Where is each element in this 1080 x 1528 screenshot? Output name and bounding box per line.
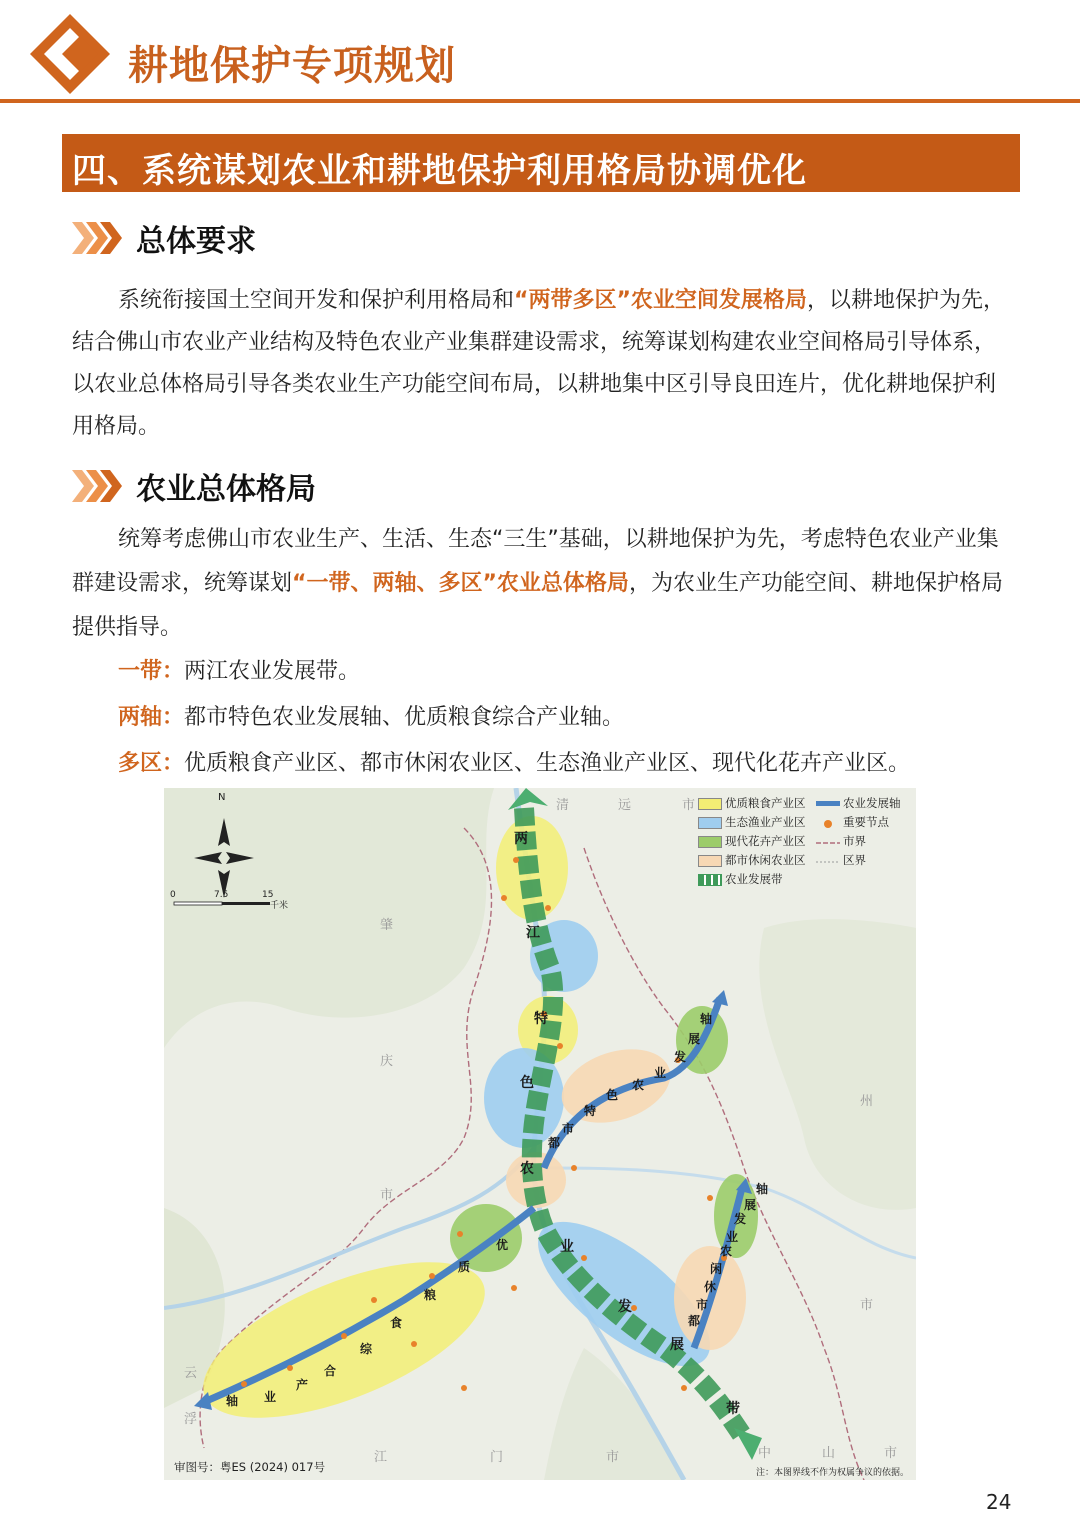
legend-item-belt bbox=[698, 870, 783, 889]
legend-item-district-border bbox=[816, 851, 866, 870]
axis-char: 农 bbox=[632, 1078, 645, 1092]
list-item bbox=[118, 746, 910, 782]
node-swatch bbox=[816, 817, 840, 829]
paragraph-text: ，以耕地保护为先，结合佛山市农业产业结构及特色农业产业集群建设需求，统筹谋划构建农业空间格局引导体系，以农业总体格局引导各类农业生产功能空间布局，以耕地集中区引导良田连片，优化耕地保护利用格局。 bbox=[72, 288, 1005, 439]
axis-char: 食 bbox=[390, 1316, 403, 1330]
legend-label: 都市休闲农业区 bbox=[725, 853, 806, 867]
list-item bbox=[118, 654, 360, 690]
item-text: 优质粮食产业区、都市休闲农业区、生态渔业产业区、现代化花卉产业区。 bbox=[184, 751, 911, 776]
paragraph-text: ，为农业生产功能空间、耕地保护格局提供指导。 bbox=[72, 571, 1003, 640]
axis-char: 都 bbox=[548, 1136, 561, 1150]
item-text: 都市特色农业发展轴、优质粮食综合产业轴。 bbox=[184, 705, 625, 730]
leisure-swatch bbox=[698, 855, 722, 867]
belt-char: 特 bbox=[534, 1011, 548, 1027]
axis-char: 都 bbox=[688, 1314, 701, 1328]
axis-char: 色 bbox=[606, 1088, 619, 1102]
agriculture-pattern-map bbox=[164, 788, 916, 1480]
belt-char: 两 bbox=[514, 831, 528, 847]
place-label: 市 bbox=[380, 1188, 394, 1203]
legend-label: 优质粮食产业区 bbox=[725, 796, 806, 810]
belt-char: 带 bbox=[726, 1401, 740, 1417]
axis-char: 农 bbox=[720, 1244, 733, 1258]
belt-char: 发 bbox=[618, 1299, 632, 1315]
belt-char: 江 bbox=[526, 925, 540, 941]
axis-char: 发 bbox=[674, 1050, 687, 1064]
axis-char: 特 bbox=[584, 1104, 597, 1118]
place-label: 清 bbox=[556, 798, 570, 813]
page-number: 24 bbox=[986, 1490, 1012, 1514]
belt-char: 展 bbox=[670, 1337, 684, 1353]
axis-char: 业 bbox=[264, 1390, 277, 1404]
legend-item-city-border bbox=[816, 832, 866, 851]
legend-item-node bbox=[816, 813, 889, 832]
header-title: 耕地保护专项规划 bbox=[128, 43, 456, 89]
axis-char: 综 bbox=[360, 1342, 373, 1356]
map-note: 注：本图界线不作为权属争议的依据。 bbox=[756, 1468, 910, 1478]
approval-number: 审图号：粤ES (2024) 017号 bbox=[174, 1460, 326, 1474]
place-label: 肇 bbox=[380, 918, 394, 933]
fishery-swatch bbox=[698, 817, 722, 829]
axis-char: 合 bbox=[324, 1364, 337, 1378]
axis-char: 业 bbox=[654, 1066, 667, 1080]
chapter-banner bbox=[62, 134, 1020, 192]
axis-char: 轴 bbox=[756, 1182, 769, 1196]
grain-swatch bbox=[698, 798, 722, 810]
north-label: N bbox=[218, 792, 226, 803]
legend-item-leisure bbox=[698, 851, 806, 870]
legend-item-flower bbox=[698, 832, 806, 851]
list-item bbox=[118, 700, 624, 736]
page-header bbox=[0, 0, 1080, 104]
place-label: 浮 bbox=[184, 1412, 198, 1427]
place-label: 市 bbox=[860, 1298, 874, 1313]
place-label: 市 bbox=[682, 798, 696, 813]
axis-char: 闲 bbox=[710, 1262, 723, 1276]
axis-char: 轴 bbox=[700, 1012, 713, 1026]
axis-char: 市 bbox=[562, 1122, 575, 1136]
chevrons-icon bbox=[72, 470, 126, 502]
city-border-swatch bbox=[816, 836, 840, 848]
belt-swatch bbox=[698, 874, 722, 886]
place-label: 山 bbox=[822, 1446, 836, 1461]
district-border-swatch bbox=[816, 855, 840, 867]
legend-label: 生态渔业产业区 bbox=[725, 815, 806, 829]
belt-char: 农 bbox=[520, 1161, 534, 1177]
axis-char: 产 bbox=[296, 1378, 309, 1392]
map-base bbox=[164, 788, 916, 1480]
scale-bar bbox=[174, 902, 270, 905]
legend-label: 市界 bbox=[843, 834, 866, 848]
paragraph-general bbox=[72, 280, 1017, 448]
axis-char: 展 bbox=[744, 1198, 757, 1212]
chevrons-icon bbox=[72, 222, 126, 254]
item-key: 一带： bbox=[118, 659, 185, 684]
place-label: 江 bbox=[374, 1450, 388, 1465]
place-label: 中 bbox=[758, 1446, 772, 1461]
legend-label: 农业发展带 bbox=[725, 872, 783, 886]
axis-char: 业 bbox=[726, 1230, 739, 1244]
place-label: 远 bbox=[618, 798, 632, 813]
axis-char: 轴 bbox=[226, 1394, 239, 1408]
paragraph-text: 统筹考虑佛山市农业生产、生活、生态“三生”基础，以耕地保护为先，考虑特色农业产业集群建设需求，统筹谋划 bbox=[72, 527, 999, 596]
paragraph-pattern bbox=[72, 518, 1017, 650]
paragraph-text: 系统衔接国土空间开发和保护利用格局和 bbox=[118, 288, 515, 313]
header-divider bbox=[0, 99, 1080, 103]
item-key: 两轴： bbox=[118, 705, 185, 730]
axis-char: 发 bbox=[734, 1212, 747, 1226]
place-label: 市 bbox=[884, 1446, 898, 1461]
legend-item-axis bbox=[816, 794, 901, 813]
axis-char: 市 bbox=[696, 1298, 709, 1312]
section-title: 总体要求 bbox=[136, 224, 256, 259]
axis-char: 展 bbox=[688, 1032, 701, 1046]
legend-label: 重要节点 bbox=[843, 815, 889, 829]
legend-item-grain bbox=[698, 794, 806, 813]
scale-label: 7.5 bbox=[214, 890, 229, 900]
belt-char: 色 bbox=[520, 1075, 534, 1091]
place-label: 庆 bbox=[380, 1054, 394, 1069]
axis-char: 优 bbox=[496, 1238, 509, 1252]
belt-char: 业 bbox=[560, 1239, 574, 1255]
place-label: 州 bbox=[860, 1094, 874, 1109]
axis-char: 休 bbox=[704, 1280, 717, 1294]
item-text: 两江农业发展带。 bbox=[184, 659, 361, 684]
scale-label: 15 bbox=[262, 890, 274, 900]
axis-char: 粮 bbox=[424, 1288, 437, 1302]
item-key: 多区： bbox=[118, 751, 185, 776]
emphasis-text: “两带多区”农业空间发展格局 bbox=[514, 288, 807, 313]
axis-char: 质 bbox=[458, 1260, 471, 1274]
place-label: 市 bbox=[606, 1450, 620, 1465]
scale-unit: 千米 bbox=[270, 901, 289, 911]
chapter-title: 四、系统谋划农业和耕地保护利用格局协调优化 bbox=[72, 151, 807, 191]
flower-swatch bbox=[698, 836, 722, 848]
emphasis-text: “一带、两轴、多区”农业总体格局 bbox=[292, 571, 629, 596]
legend-label: 区界 bbox=[843, 853, 866, 867]
legend-item-fishery bbox=[698, 813, 806, 832]
place-label: 云 bbox=[184, 1366, 198, 1381]
place-label: 门 bbox=[490, 1450, 504, 1465]
axis-swatch bbox=[816, 801, 840, 806]
diamond-logo-icon bbox=[30, 14, 116, 94]
section-title: 农业总体格局 bbox=[136, 472, 316, 507]
scale-label: 0 bbox=[170, 890, 176, 900]
legend-label: 现代花卉产业区 bbox=[725, 834, 806, 848]
legend-label: 农业发展轴 bbox=[843, 796, 901, 810]
